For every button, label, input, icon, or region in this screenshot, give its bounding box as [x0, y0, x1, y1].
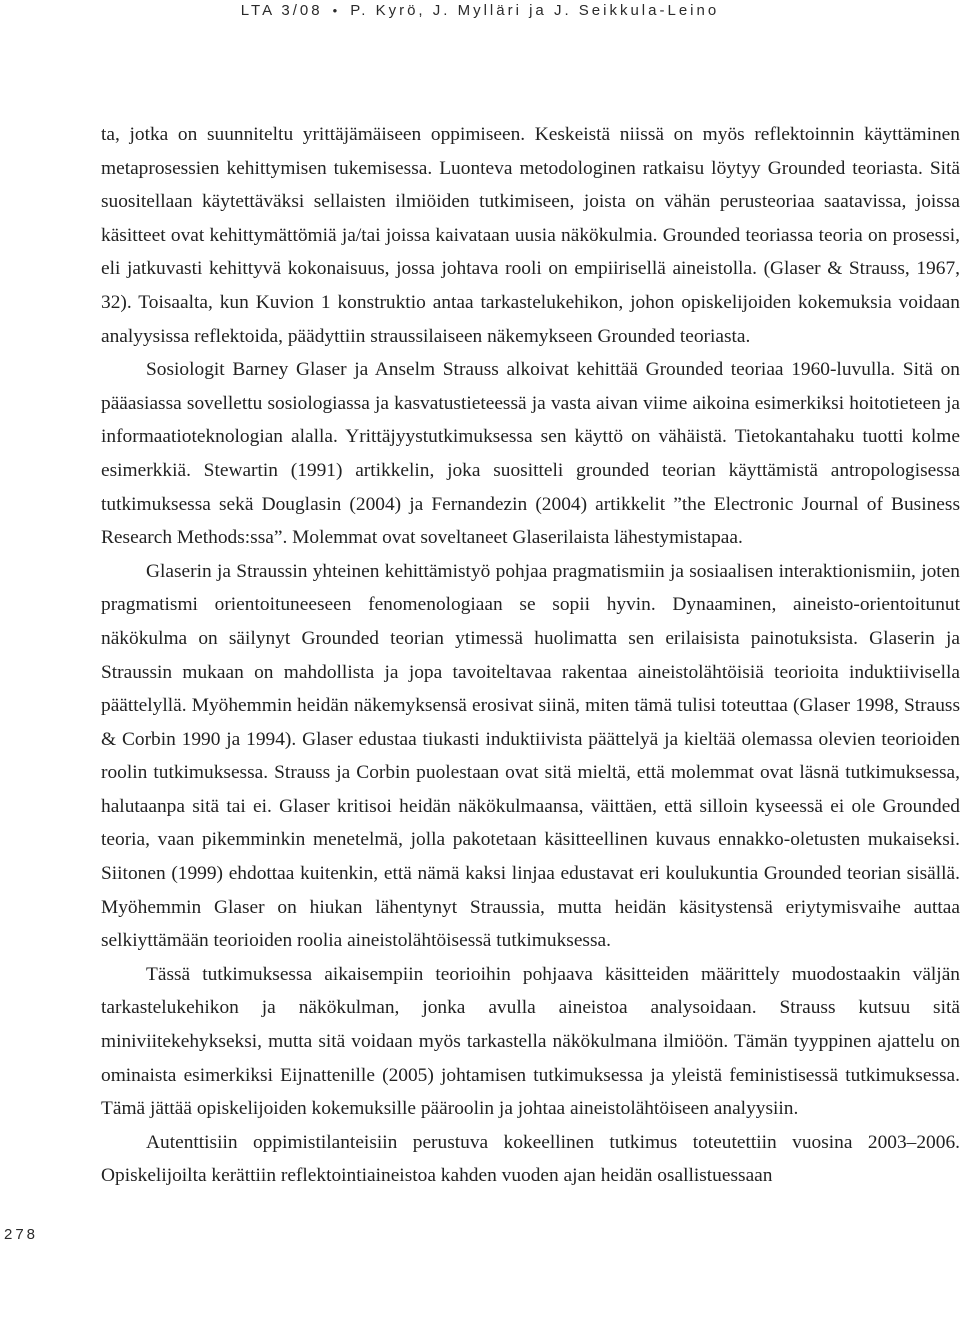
paragraph-2: Sosiologit Barney Glaser ja Anselm Strauss alkoivat kehittää Grounded teoriaa 1960-luvulla. Sitä on pääasiassa sovellettu sosiologiassa ja kasvatustieteessä ja vasta aivan viime aikoina esimerkiksi hoitotieteen ja informaatioteknologian alalla. Yrittäjyystutkimuksessa sen käyttö on vähäistä. Tietokantahaku tuotti kolme esimerkkiä. Stewartin (1991) artikkelin, joka suositteli grounded teorian käyttämistä antropologisessa tutkimuksessa sekä Douglasin (2004) ja Fernandezin (2004) artikkelit ”the Electronic Journal of Business Research Methods:ssa”. Molemmat ovat soveltaneet Glaserilaista lähestymistapaa.: [101, 359, 960, 549]
page-number: 278: [3, 1226, 39, 1243]
article-authors: P. Kyrö, J. Mylläri ja J. Seikkula-Leino: [350, 2, 720, 19]
paragraph-5: Autenttisiin oppimistilanteisiin perustuva kokeellinen tutkimus toteutettiin vuosina 2003–2006. Opiskelijoilta kerättiin reflektointiaineistoa kahden vuoden ajan heidän osallistuessaan: [101, 1131, 960, 1187]
running-header: [0, 2, 960, 19]
paragraph-4: Tässä tutkimuksessa aikaisempiin teorioihin pohjaava käsitteiden määrittely muodostaakin väljän tarkastelukehikon ja näkökulman, jonka avulla aineistoa analysoidaan. Strauss kutsuu sitä miniviitekehykseksi, mutta sitä voidaan myös tarkastella näkökulmana ilmiöön. Tämän tyyppinen ajattelu on ominaista esimerkiksi Eijnattenille (2005) johtamisen tutkimuksessa ja yleistä feministisessä tutkimuksessa. Tämä jättää opiskelijoiden kokemuksille pääroolin ja johtaa aineistolähtöiseen analyysiin.: [101, 963, 960, 1120]
paragraph-1: ta, jotka on suunniteltu yrittäjämäiseen oppimiseen. Keskeistä niissä on myös reflektoinnin käyttäminen metaprosessien kehittymisen tukemisessa. Luonteva metodologinen ratkaisu löytyy Grounded teoriasta. Sitä suositellaan käytettäväksi sellaisten ilmiöiden tutkimiseen, joista on vähän perusteoriaa saatavissa, joissa käsitteet ovat kehittymättömiä ja/tai joissa kaivataan uusia näkökulmia. Grounded teoriassa teoria on prosessi, eli jatkuvasti kehittyvä kokonaisuus, jossa johtava rooli on empiirisellä aineistolla. (Glaser & Strauss, 1967, 32). Toisaalta, kun Kuvion 1 konstruktio antaa tarkastelukehikon, johon opiskelijoiden kokemuksia voidaan analyysissa reflektoida, päädyttiin straussilaiseen näkemykseen Grounded teoriasta.: [101, 124, 960, 347]
paragraph-3: Glaserin ja Straussin yhteinen kehittämistyö pohjaa pragmatismiin ja sosiaalisen interaktionismiin, joten pragmatismi orientoituneeseen fenomenologiaan se sopii hyvin. Dynaaminen, aineisto-orientoitunut näkökulma on säilynyt Grounded teorian ytimessä huolimatta sen erilaisista painotuksista. Glaserin ja Straussin mukaan on mahdollista ja jopa tavoiteltavaa rakentaa aineistolähtöisiä teorioita induktiivisella päättelyllä. Myöhemmin heidän näkemyksensä erosivat siinä, miten tämä tulisi toteuttaa (Glaser 1998, Strauss & Corbin 1990 ja 1994). Glaser edustaa tiukasti induktiivista päättelyä ja kieltää olemassa olevien teorioiden roolin tutkimuksessa. Strauss ja Corbin puolestaan ovat sitä mieltä, että molemmat ovat läsnä tutkimuksessa, halutaanpa sitä tai ei. Glaser kritisoi heidän näkökulmaansa, väittäen, että silloin kyseessä ei ole Grounded teoria, vaan pikemminkin menetelmä, jolla pakotetaan käsitteellinen kuvaus ennakko-oletusten mukaiseksi. Siitonen (1999) ehdottaa kuitenkin, että nämä kaksi linjaa edustavat eri koulukuntia Grounded teorian sisällä. Myöhemmin Glaser on hiukan lähentynyt Straussia, mutta heidän käsitystensä eriytymisvaihe auttaa selkiyttämään teorioiden roolia aineistolähtöisessä tutkimuksessa.: [101, 560, 960, 952]
journal-issue: LTA 3/08: [240, 2, 323, 19]
article-body: [101, 118, 960, 1193]
bullet-separator: •: [332, 3, 341, 18]
